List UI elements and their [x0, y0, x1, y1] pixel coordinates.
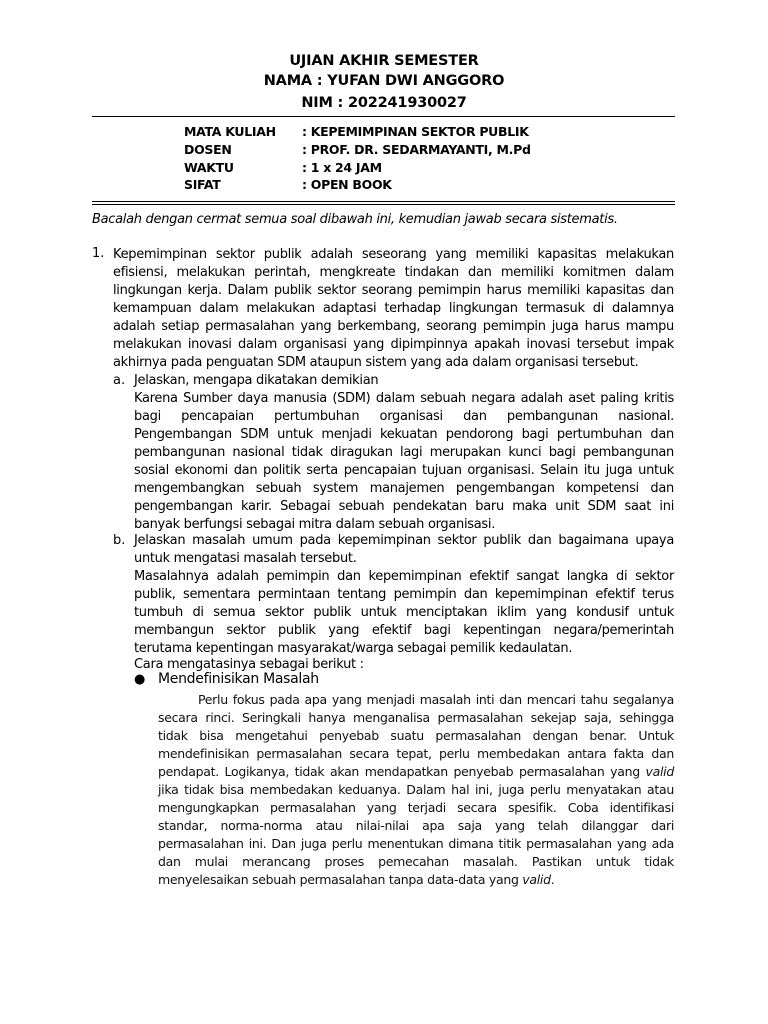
paragraph-text: jika tidak bisa membedakan keduanya. Dalam hal ini, juga perlu menyatakan atau mengungkapkan permasalahan yang terjadi secara spesifik. Coba identifikasi standar, norma-norma atau nilai-nilai apa saja yang telah dilanggar dari permasalahan ini. Dan juga perlu menentukan dimana titik permasalahan yang ada dan mulai merancang proses pemecahan masalah. Pastikan untuk tidak menyelesaikan sebuah permasalahan tanpa data-data yang [158, 782, 674, 887]
exam-title: UJIAN AKHIR SEMESTER [289, 53, 479, 69]
subquestion-a-label: a. [113, 373, 126, 388]
paragraph-text: Perlu fokus pada apa yang menjadi masalah inti dan mencari tahu segalanya secara rinci. Seringkali hanya menganalisa permasalahan sekejap saja, sehingga tidak bisa mengetahui penyebab suatu permasalahan dengan benar. Untuk mendefinisikan permasalahan secara tepat, perlu membedakan antara fakta dan pendapat. Logikanya, tidak akan mendapatkan penyebab permasalahan yang [158, 692, 674, 779]
header-divider [92, 116, 675, 117]
subquestion-b-label: b. [113, 533, 126, 548]
student-nim: NIM : 202241930027 [301, 95, 467, 111]
meta-value: : PROF. DR. SEDARMAYANTI, M.Pd [302, 142, 531, 157]
meta-row-lecturer [184, 142, 531, 157]
meta-value: : OPEN BOOK [302, 177, 392, 192]
meta-label: MATA KULIAH [184, 124, 276, 139]
student-name: NAMA : YUFAN DWI ANGGORO [263, 73, 505, 89]
question-number: 1. [92, 246, 105, 261]
meta-divider-bottom [92, 204, 675, 205]
meta-label: DOSEN [184, 142, 232, 157]
meta-divider-top [92, 201, 675, 202]
meta-label: SIFAT [184, 177, 221, 192]
meta-row-time [184, 160, 382, 175]
meta-label: WAKTU [184, 160, 234, 175]
subquestion-b-text: Jelaskan masalah umum pada kepemimpinan sektor publik dan bagaimana upaya untuk mengatasi masalah tersebut. [134, 533, 674, 566]
meta-value: : 1 x 24 JAM [302, 160, 382, 175]
question-text: Kepemimpinan sektor publik adalah seseorang yang memiliki kapasitas melakukan efisiensi, melakukan perintah, mengkreate tindakan dan memiliki komitmen dalam lingkungan kerja. Dalam publik sektor seorang pemimpin harus memiliki kapasitas dan kemampuan dalam melakukan adaptasi terhadap lingkungan termasuk di dalamnya adalah setiap permasalahan yang berkembang, seorang pemimpin juga harus mampu melakukan inovasi dalam organisasi yang dipimpinnya apakah inovasi tersebut impak akhirnya pada penguatan SDM ataupun sistem yang ada dalam organisasi tersebut. [113, 247, 674, 370]
paragraph-italic-text: valid [645, 764, 674, 779]
bullet-paragraph [158, 691, 674, 889]
answer-b: Masalahnya adalah pemimpin dan kepemimpinan efektif sangat langka di sektor publik, sementara permintaan tentang pemimpin dan kepemimpinan efektif terus tumbuh di semua sektor publik untuk menciptakan iklim yang kondusif untuk membangun sektor publik yang efektif bagi kepentingan negara/pemerintah terutama kepentingan masyarakat/warga sebagai pemilik kedaulatan. [134, 569, 674, 656]
meta-value: : KEPEMIMPINAN SEKTOR PUBLIK [302, 124, 529, 139]
paragraph-text: . [550, 872, 555, 887]
subquestion-a-text: Jelaskan, mengapa dikatakan demikian [134, 373, 379, 388]
bullet-dot-icon: ● [134, 672, 146, 687]
solution-intro: Cara mengatasinya sebagai berikut : [134, 657, 364, 672]
paragraph-italic-text: valid [522, 872, 551, 887]
bullet-heading: Mendefinisikan Masalah [158, 671, 319, 687]
meta-row-course [184, 124, 529, 139]
instructions: Bacalah dengan cermat semua soal dibawah ini, kemudian jawab secara sistematis. [92, 212, 618, 227]
meta-row-type [184, 177, 392, 192]
answer-a: Karena Sumber daya manusia (SDM) dalam sebuah negara adalah aset paling kritis bagi pencapaian pertumbuhan organisasi dan pembangunan nasional. Pengembangan SDM untuk menjadi kekuatan pendorong bagi pertumbuhan dan pembangunan nasional tidak diragukan lagi merupakan kunci bagi pembangunan sosial ekonomi dan politik serta pencapaian tujuan organisasi. Selain itu juga untuk mengembangkan sebuah system manajemen pengembangan kompetensi dan pengembangan karir. Sebagai sebuah pendekatan baru maka unit SDM saat ini banyak berfungsi sebagai mitra dalam sebuah organisasi. [134, 391, 674, 532]
